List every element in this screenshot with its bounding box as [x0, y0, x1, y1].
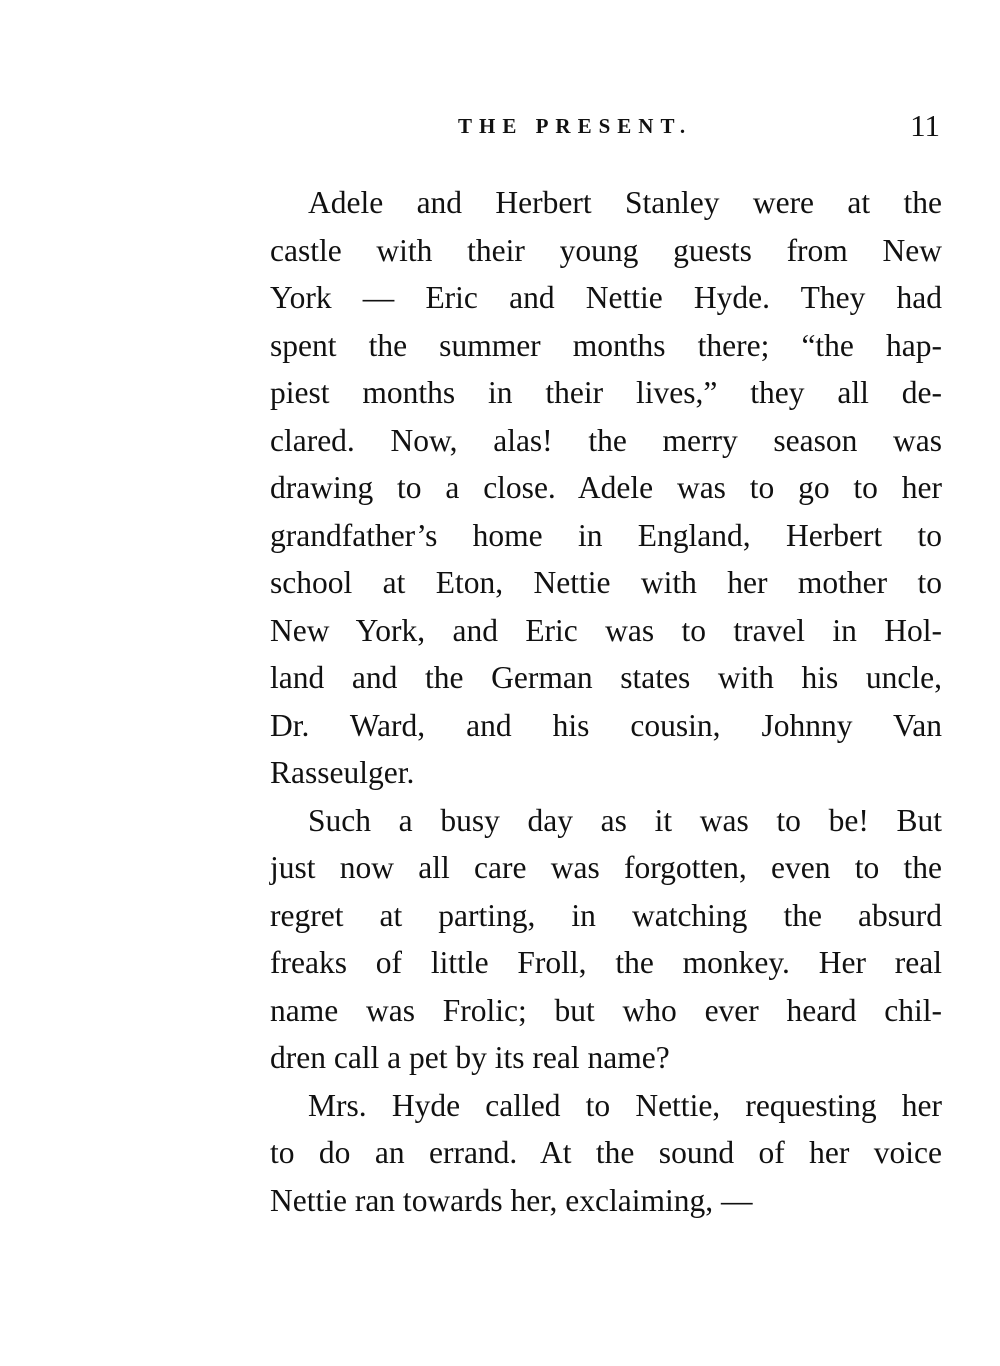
text-line: regret at parting, in watching the absurd [270, 897, 942, 933]
running-head [270, 108, 942, 152]
text-line: Dr. Ward, and his cousin, Johnny Van [270, 707, 942, 743]
text-line: Such a busy day as it was to be! But [308, 802, 942, 838]
text-line: Rasseulger. [270, 755, 415, 790]
text-line: piest months in their lives,” they all de- [270, 375, 942, 410]
body-text [270, 179, 942, 1224]
paragraph-3 [270, 1082, 942, 1225]
text-line: to do an errand. At the sound of her voice [270, 1135, 942, 1170]
paragraph-1 [270, 179, 942, 797]
text-line: Adele and Herbert Stanley were at the [308, 185, 942, 220]
text-line: grandfather’s home in England, Herbert to [270, 517, 942, 553]
text-line: dren call a pet by its real name? [270, 1040, 670, 1075]
paragraph-2 [270, 797, 942, 1082]
text-line: freaks of little Froll, the monkey. Her real [270, 945, 942, 980]
text-line: school at Eton, Nettie with her mother to [270, 565, 942, 600]
text-line: York — Eric and Nettie Hyde. They had [270, 280, 942, 315]
text-line: just now all care was forgotten, even to the [270, 850, 942, 885]
text-line: name was Frolic; but who ever heard chil- [270, 992, 942, 1028]
text-line: New York, and Eric was to travel in Hol- [270, 612, 942, 648]
text-line: Mrs. Hyde called to Nettie, requesting her [308, 1087, 942, 1123]
text-line: Nettie ran towards her, exclaiming, — [270, 1182, 753, 1218]
text-line: spent the summer months there; “the hap- [270, 327, 942, 363]
page-number: 11 [910, 108, 940, 143]
running-title: THE PRESENT. [458, 114, 693, 138]
text-line: castle with their young guests from New [270, 232, 942, 268]
text-line: drawing to a close. Adele was to go to her [270, 470, 942, 505]
text-line: clared. Now, alas! the merry season was [270, 422, 942, 458]
text-line: land and the German states with his uncle, [270, 660, 942, 695]
